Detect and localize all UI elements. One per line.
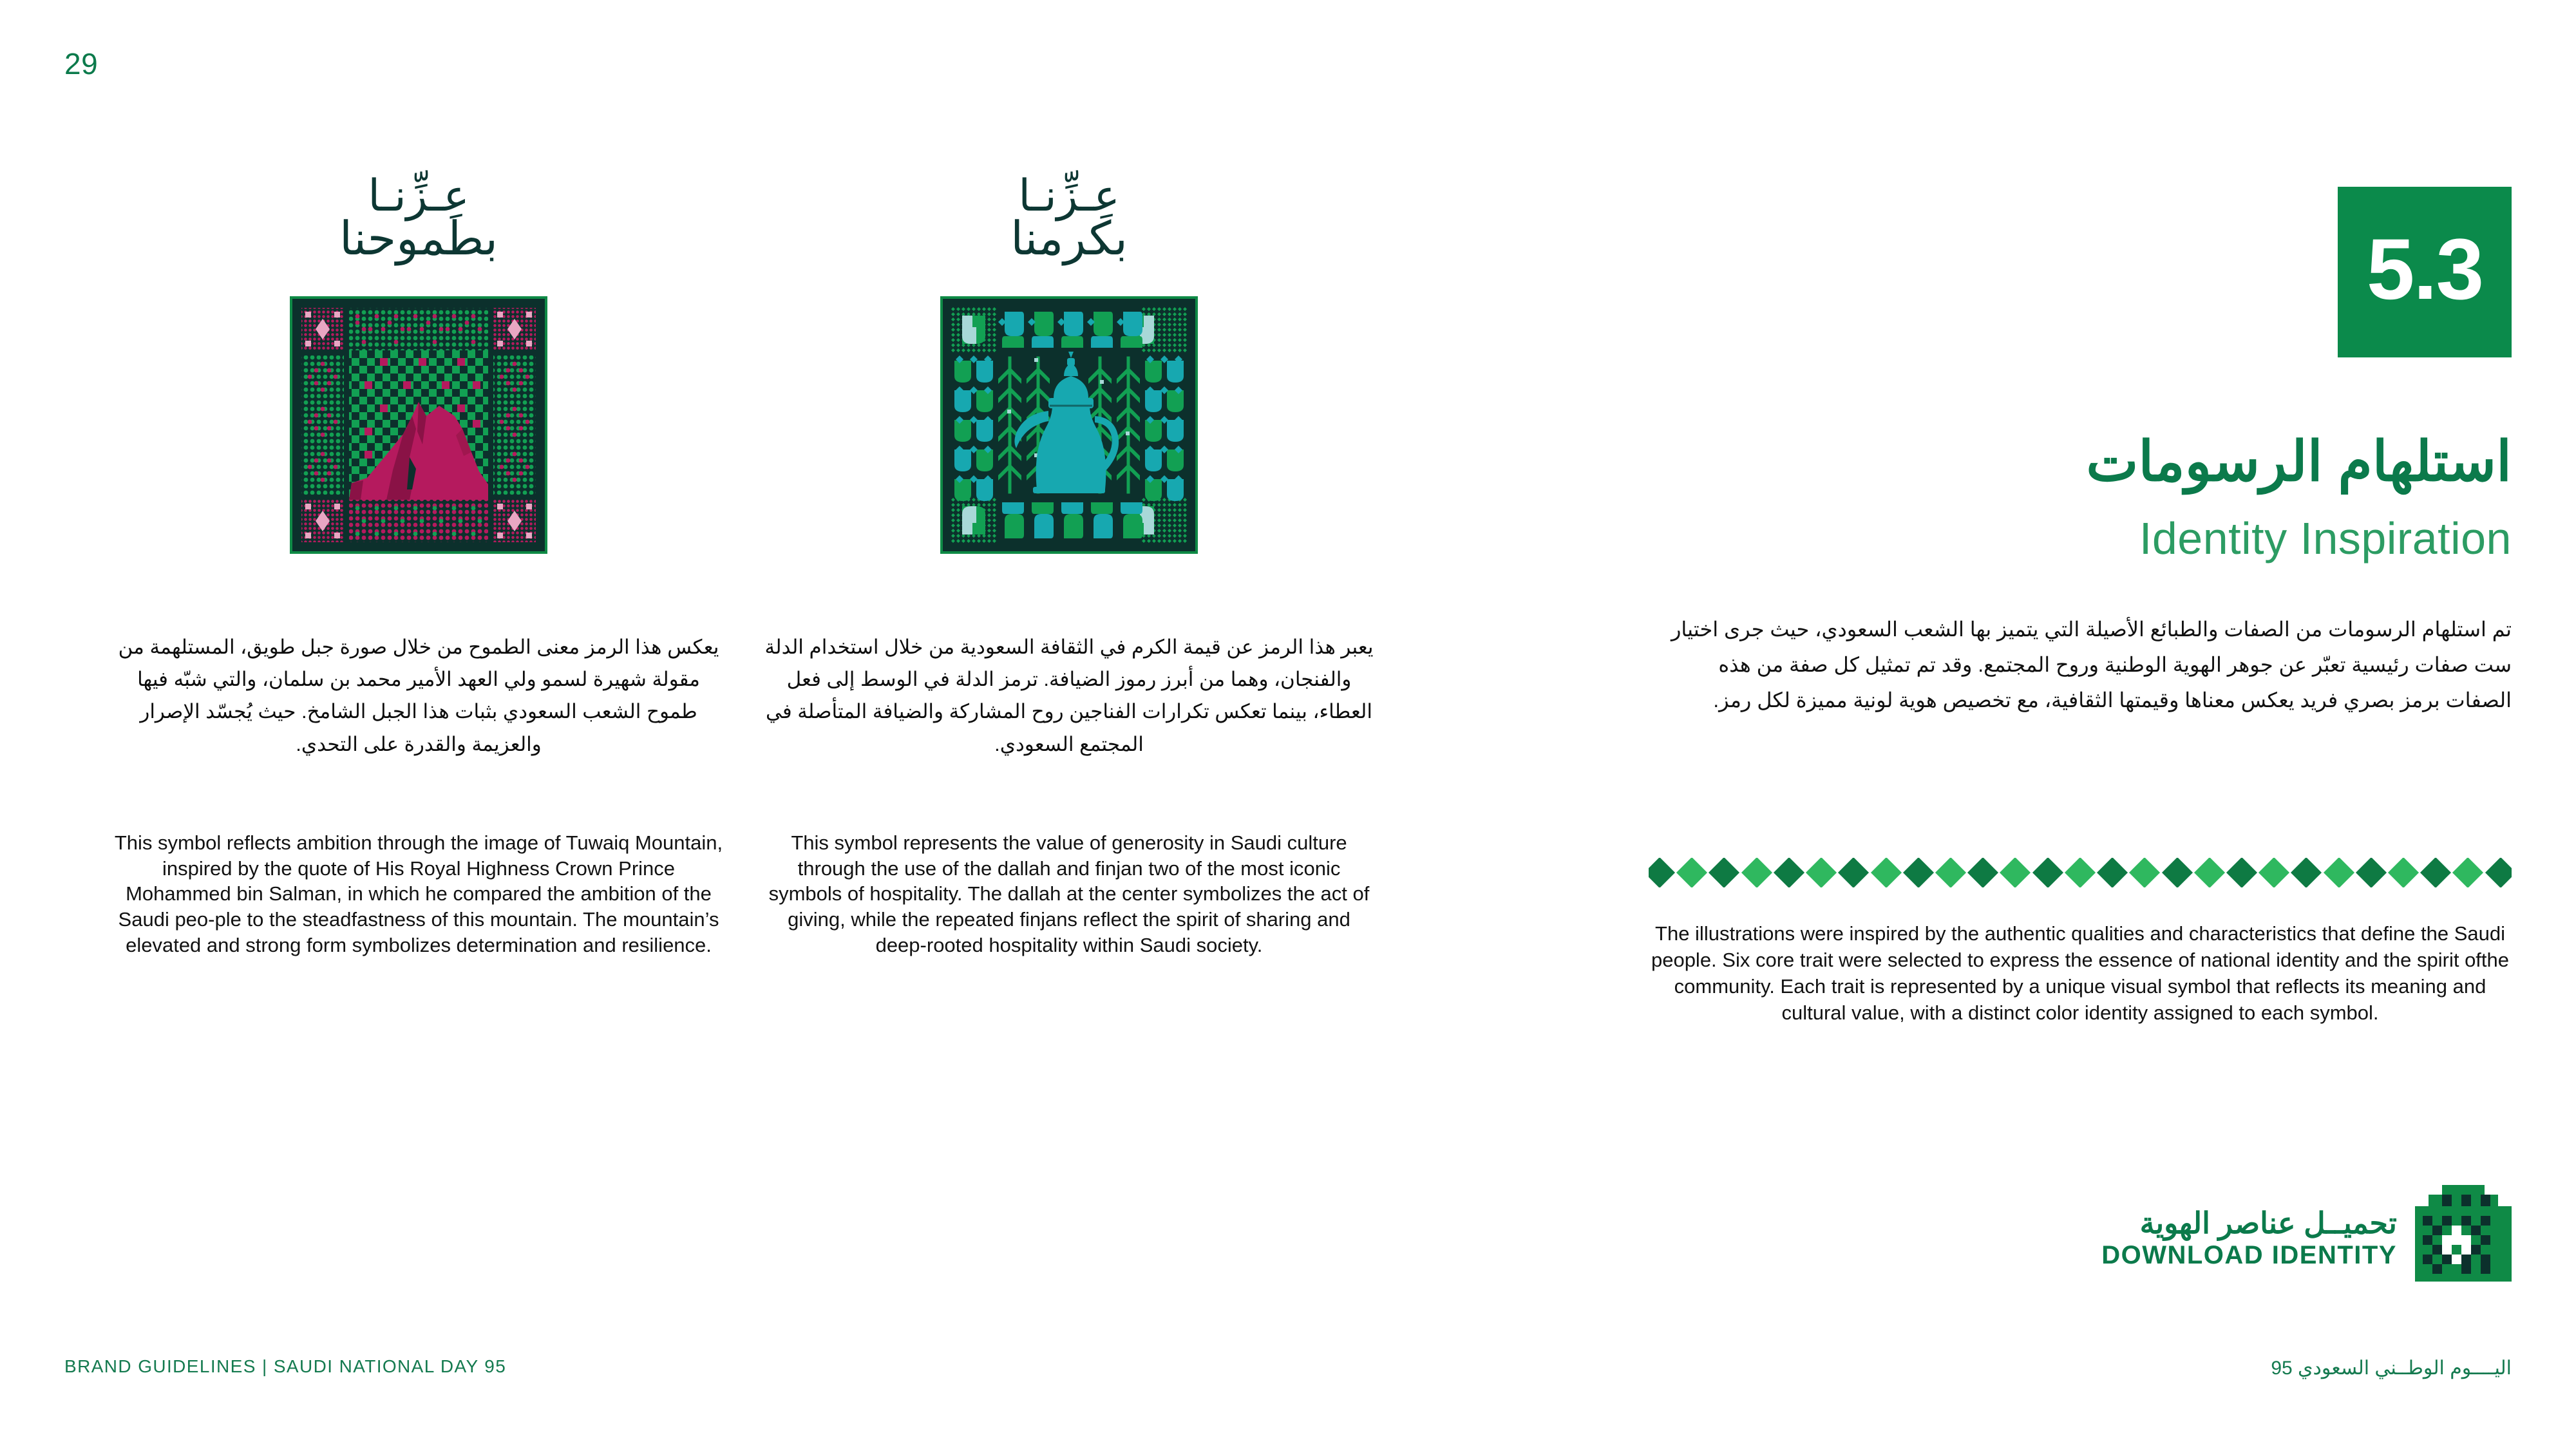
symbol-title-line1: عِـزِّنـا [1018, 171, 1120, 220]
divider-diamond [2032, 858, 2063, 887]
tuwaiq-art-wrapper [97, 296, 741, 554]
download-label-group [2101, 1207, 2397, 1270]
divider-diamond [1649, 858, 1675, 887]
divider-diamond [1903, 858, 1934, 887]
divider-diamond [1774, 858, 1804, 887]
symbol-title-line2: بكرمنا [1010, 213, 1128, 265]
symbol-title-tuwaiq [97, 171, 741, 296]
divider-diamond [2129, 858, 2160, 887]
divider-diamond [2485, 858, 2512, 887]
diamond-divider [1649, 858, 2512, 887]
section-body-en: The illustrations were inspired by the authentic qualities and characteristics that define the Saudi people. Six core trait were selected to express the essence of national identity and the spirit ofthe community. Each trait is represented by a unique visual symbol that reflects its meaning and cultural value, with a distinct color identity assigned to each symbol. [1651, 922, 2510, 1024]
section-number-badge [2338, 187, 2512, 357]
download-label-en: DOWNLOAD IDENTITY [2101, 1241, 2397, 1270]
divider-diamond [1676, 858, 1707, 887]
symbol-caption-en-dallah: This symbol represents the value of generosity in Saudi culture through the use of the dallah and finjan two of the most iconic symbols of hospitality. The dallah at the center symbolizes the act of giving, while the repeated finjans reflect the spirit of sharing and deep-rooted hospitality within Saudi society. [768, 831, 1370, 956]
divider-diamond [1935, 858, 1966, 887]
divider-diamond [2097, 858, 2128, 887]
divider-diamond [2161, 858, 2192, 887]
symbol-card-tuwaiq-mountain [97, 171, 741, 958]
divider-diamond [2000, 858, 2031, 887]
symbol-cards-region [97, 171, 1481, 1269]
symbol-card-dallah [747, 171, 1391, 958]
divider-diamond [1709, 858, 1739, 887]
divider-diamond [2420, 858, 2451, 887]
symbol-title-line2: بطموحنا [339, 213, 498, 265]
divider-diamond [1806, 858, 1837, 887]
footer-right: اليــــوم الوطــني السعودي 95 [2271, 1358, 2512, 1379]
divider-diamond [1870, 858, 1901, 887]
divider-diamond [2065, 858, 2096, 887]
dallah-coffeepot-illustration [940, 296, 1198, 554]
symbol-caption-en-tuwaiq: This symbol reflects ambition through the image of Tuwaiq Mountain, inspired by the quote of His Royal Highness Crown Prince Mohammed bin Salman, in which he compared the ambition of the Saudi peo-ple to the steadfastness of this mountain. The mountain’s elevated and strong form symbolizes determination and resilience. [114, 831, 723, 956]
tuwaiq-mountain-illustration [290, 296, 547, 554]
section-body-ar: تم استلهام الرسومات من الصفات والطبائع الأصيلة التي يتميز بها الشعب السعودي، حيث جرى اختيار ست صفات رئيسية تعبّر عن جوهر الهوية الوطنية وروح المجتمع. وقد تم تمثيل كل صفة من هذه الصفات برمز بصري فريد يعكس معناها وقيمتها الثقافية، مع تخصيص هوية لونية مميزة لكل رمز. [1671, 618, 2512, 712]
download-qr-icon[interactable] [2415, 1185, 2512, 1291]
divider-diamond [1838, 858, 1869, 887]
download-identity-link[interactable] [2101, 1185, 2512, 1291]
divider-diamond [1967, 858, 1998, 887]
section-title-en: Identity Inspiration [2139, 513, 2512, 564]
symbol-caption-ar-dallah: يعبر هذا الرمز عن قيمة الكرم في الثقافة السعودية من خلال استخدام الدلة والفنجان، وهما من أبرز رموز الضيافة. ترمز الدلة في الوسط إلى فعل العطاء، بينما تعكس تكرارات الفناجين روح المشاركة والضيافة المتأصلة في المجتمع السعودي. [764, 636, 1374, 755]
divider-diamond [1741, 858, 1772, 887]
footer-left: BRAND GUIDELINES | SAUDI NATIONAL DAY 95 [64, 1356, 507, 1376]
divider-diamond [2194, 858, 2225, 887]
symbol-title-line1: عِـزِّنـا [368, 171, 469, 220]
symbol-title-dallah [747, 171, 1391, 296]
section-info-column [1649, 0, 2512, 1449]
download-label-ar: تحميــل عناصر الهوية [2139, 1206, 2397, 1240]
divider-diamond [2226, 858, 2257, 887]
page-number: 29 [64, 47, 99, 80]
section-title-ar: استلهام الرسومات [2086, 431, 2512, 493]
divider-diamond [2452, 858, 2483, 887]
section-number: 5.3 [2366, 221, 2483, 317]
symbol-caption-ar-tuwaiq: يعكس هذا الرمز معنى الطموح من خلال صورة جبل طويق، المستلهمة من مقولة شهيرة لسمو ولي العهد الأمير محمد بن سلمان، والتي شبّه فيها طموح الشعب السعودي بثبات هذا الجبل الشامخ. حيث يُجسّد الإصرار والعزيمة والقدرة على التحدي. [118, 636, 719, 755]
divider-diamond [2356, 858, 2387, 887]
divider-diamond [2259, 858, 2289, 887]
divider-diamond [2388, 858, 2419, 887]
divider-diamond [2291, 858, 2322, 887]
divider-diamond [2324, 858, 2354, 887]
dallah-art-wrapper [747, 296, 1391, 554]
